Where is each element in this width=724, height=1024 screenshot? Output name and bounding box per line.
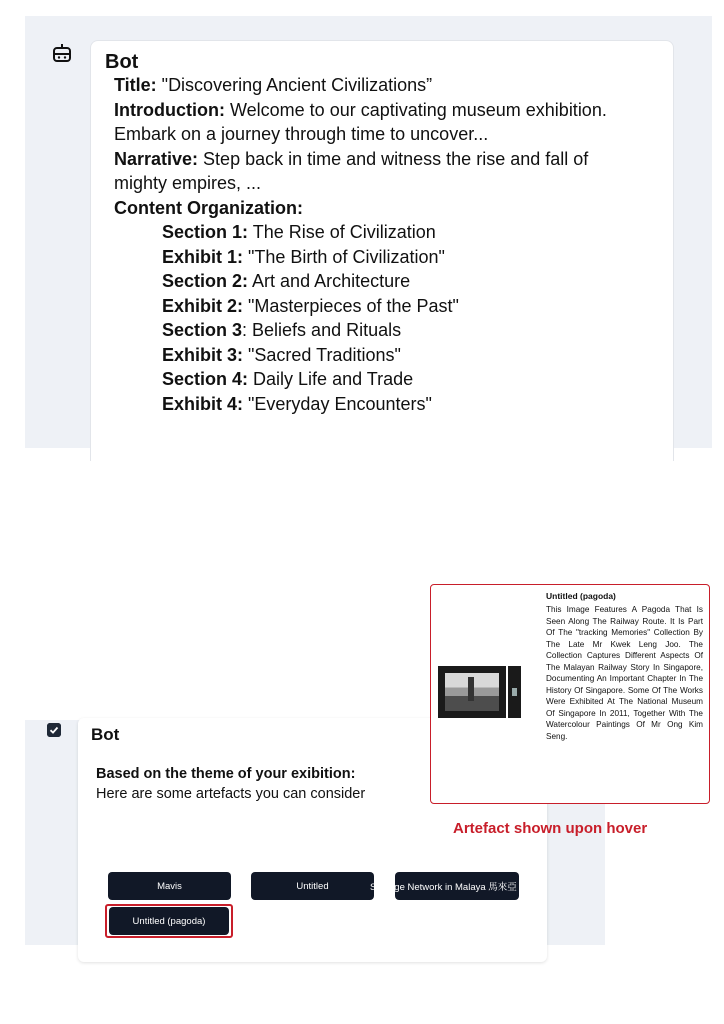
line-text: The Rise of Civilization bbox=[248, 222, 436, 242]
artefact-button-mavis[interactable] bbox=[108, 872, 231, 900]
message-body bbox=[114, 73, 607, 416]
message-line bbox=[114, 122, 607, 147]
message-line bbox=[114, 318, 607, 343]
line-text: Step back in time and witness the rise and fall of bbox=[198, 148, 589, 169]
line-label: Section 4: bbox=[162, 369, 249, 389]
artefact-button-signage-network[interactable] bbox=[370, 872, 519, 900]
line-label: Exhibit 4: bbox=[162, 393, 244, 414]
sender-name: Bot bbox=[91, 725, 120, 744]
artefact-button-label: Signage Network in Malaya 馬來亞 bbox=[370, 882, 517, 893]
line-text: "Sacred Traditions" bbox=[243, 344, 401, 365]
line-label: Exhibit 3: bbox=[162, 344, 244, 365]
message-line bbox=[114, 147, 607, 172]
line-label: Narrative: bbox=[114, 148, 199, 169]
artefact-thumbnail bbox=[435, 663, 525, 723]
line-text: Daily Life and Trade bbox=[248, 369, 414, 389]
line-label: Introduction: bbox=[114, 99, 225, 120]
message-line bbox=[114, 171, 607, 196]
robot-icon bbox=[51, 42, 73, 64]
message-line bbox=[114, 73, 607, 98]
artefact-hover-card bbox=[430, 584, 710, 804]
artefact-button-untitled-pagoda[interactable] bbox=[109, 907, 229, 935]
line-label: Section 3 bbox=[162, 320, 243, 340]
line-text: : Beliefs and Rituals bbox=[242, 320, 402, 340]
bot-message-card bbox=[90, 40, 674, 461]
artefact-button-label: Untitled (pagoda) bbox=[132, 915, 206, 927]
message-line bbox=[114, 220, 607, 245]
artefact-button-untitled[interactable] bbox=[251, 872, 374, 900]
hover-highlight-box bbox=[105, 904, 233, 938]
message-line bbox=[114, 367, 607, 392]
line-text: mighty empires, ... bbox=[114, 173, 262, 193]
message-text: Here are some artefacts you can consider bbox=[96, 786, 366, 802]
message-line bbox=[114, 98, 607, 123]
artefact-description: This Image Features A Pagoda That Is Seen Along The Railway Route. It Is Part Of The "tracking Memories" Collection By The Late Mr Kwek Leng Joo. The Collection Captures Different Aspects Of The Malayan Railway Story In Singapore, Documenting An Important Chapter In The History Of Singapore. Some Of The Works Were Exhibited At The National Museum Of Singapore In 2011, Together With The Watercolour Paintings Of Mr Ong Kim Seng. bbox=[546, 605, 703, 741]
checkbox-icon[interactable] bbox=[47, 723, 61, 737]
line-label: Exhibit 2: bbox=[162, 295, 244, 316]
line-text: "Everyday Encounters" bbox=[243, 393, 432, 414]
message-line bbox=[114, 269, 607, 294]
line-text: Embark on a journey through time to uncover... bbox=[114, 124, 489, 144]
message-line bbox=[114, 245, 607, 270]
artefact-title: Untitled (pagoda) bbox=[546, 591, 616, 601]
message-line bbox=[114, 294, 607, 319]
line-label: Content Organization: bbox=[114, 197, 303, 218]
line-label: Exhibit 1: bbox=[162, 246, 244, 267]
message-heading: Based on the theme of your exibition: bbox=[96, 766, 356, 782]
message-line bbox=[114, 343, 607, 368]
line-text: Art and Architecture bbox=[248, 271, 411, 291]
line-label: Title: bbox=[114, 75, 157, 95]
line-text: Welcome to our captivating museum exhibition. bbox=[224, 99, 607, 120]
line-text: "Discovering Ancient Civilizations” bbox=[156, 75, 433, 95]
message-line bbox=[114, 196, 607, 221]
hover-annotation: Artefact shown upon hover bbox=[453, 820, 648, 837]
artefact-button-label: Mavis bbox=[157, 880, 182, 892]
line-text: "The Birth of Civilization" bbox=[243, 246, 445, 267]
line-text: "Masterpieces of the Past" bbox=[243, 295, 459, 316]
artefact-button-label: Untitled bbox=[296, 880, 329, 892]
line-label: Section 2: bbox=[162, 271, 249, 291]
line-label: Section 1: bbox=[162, 222, 249, 242]
message-line bbox=[114, 392, 607, 417]
sender-name: Bot bbox=[105, 51, 139, 73]
